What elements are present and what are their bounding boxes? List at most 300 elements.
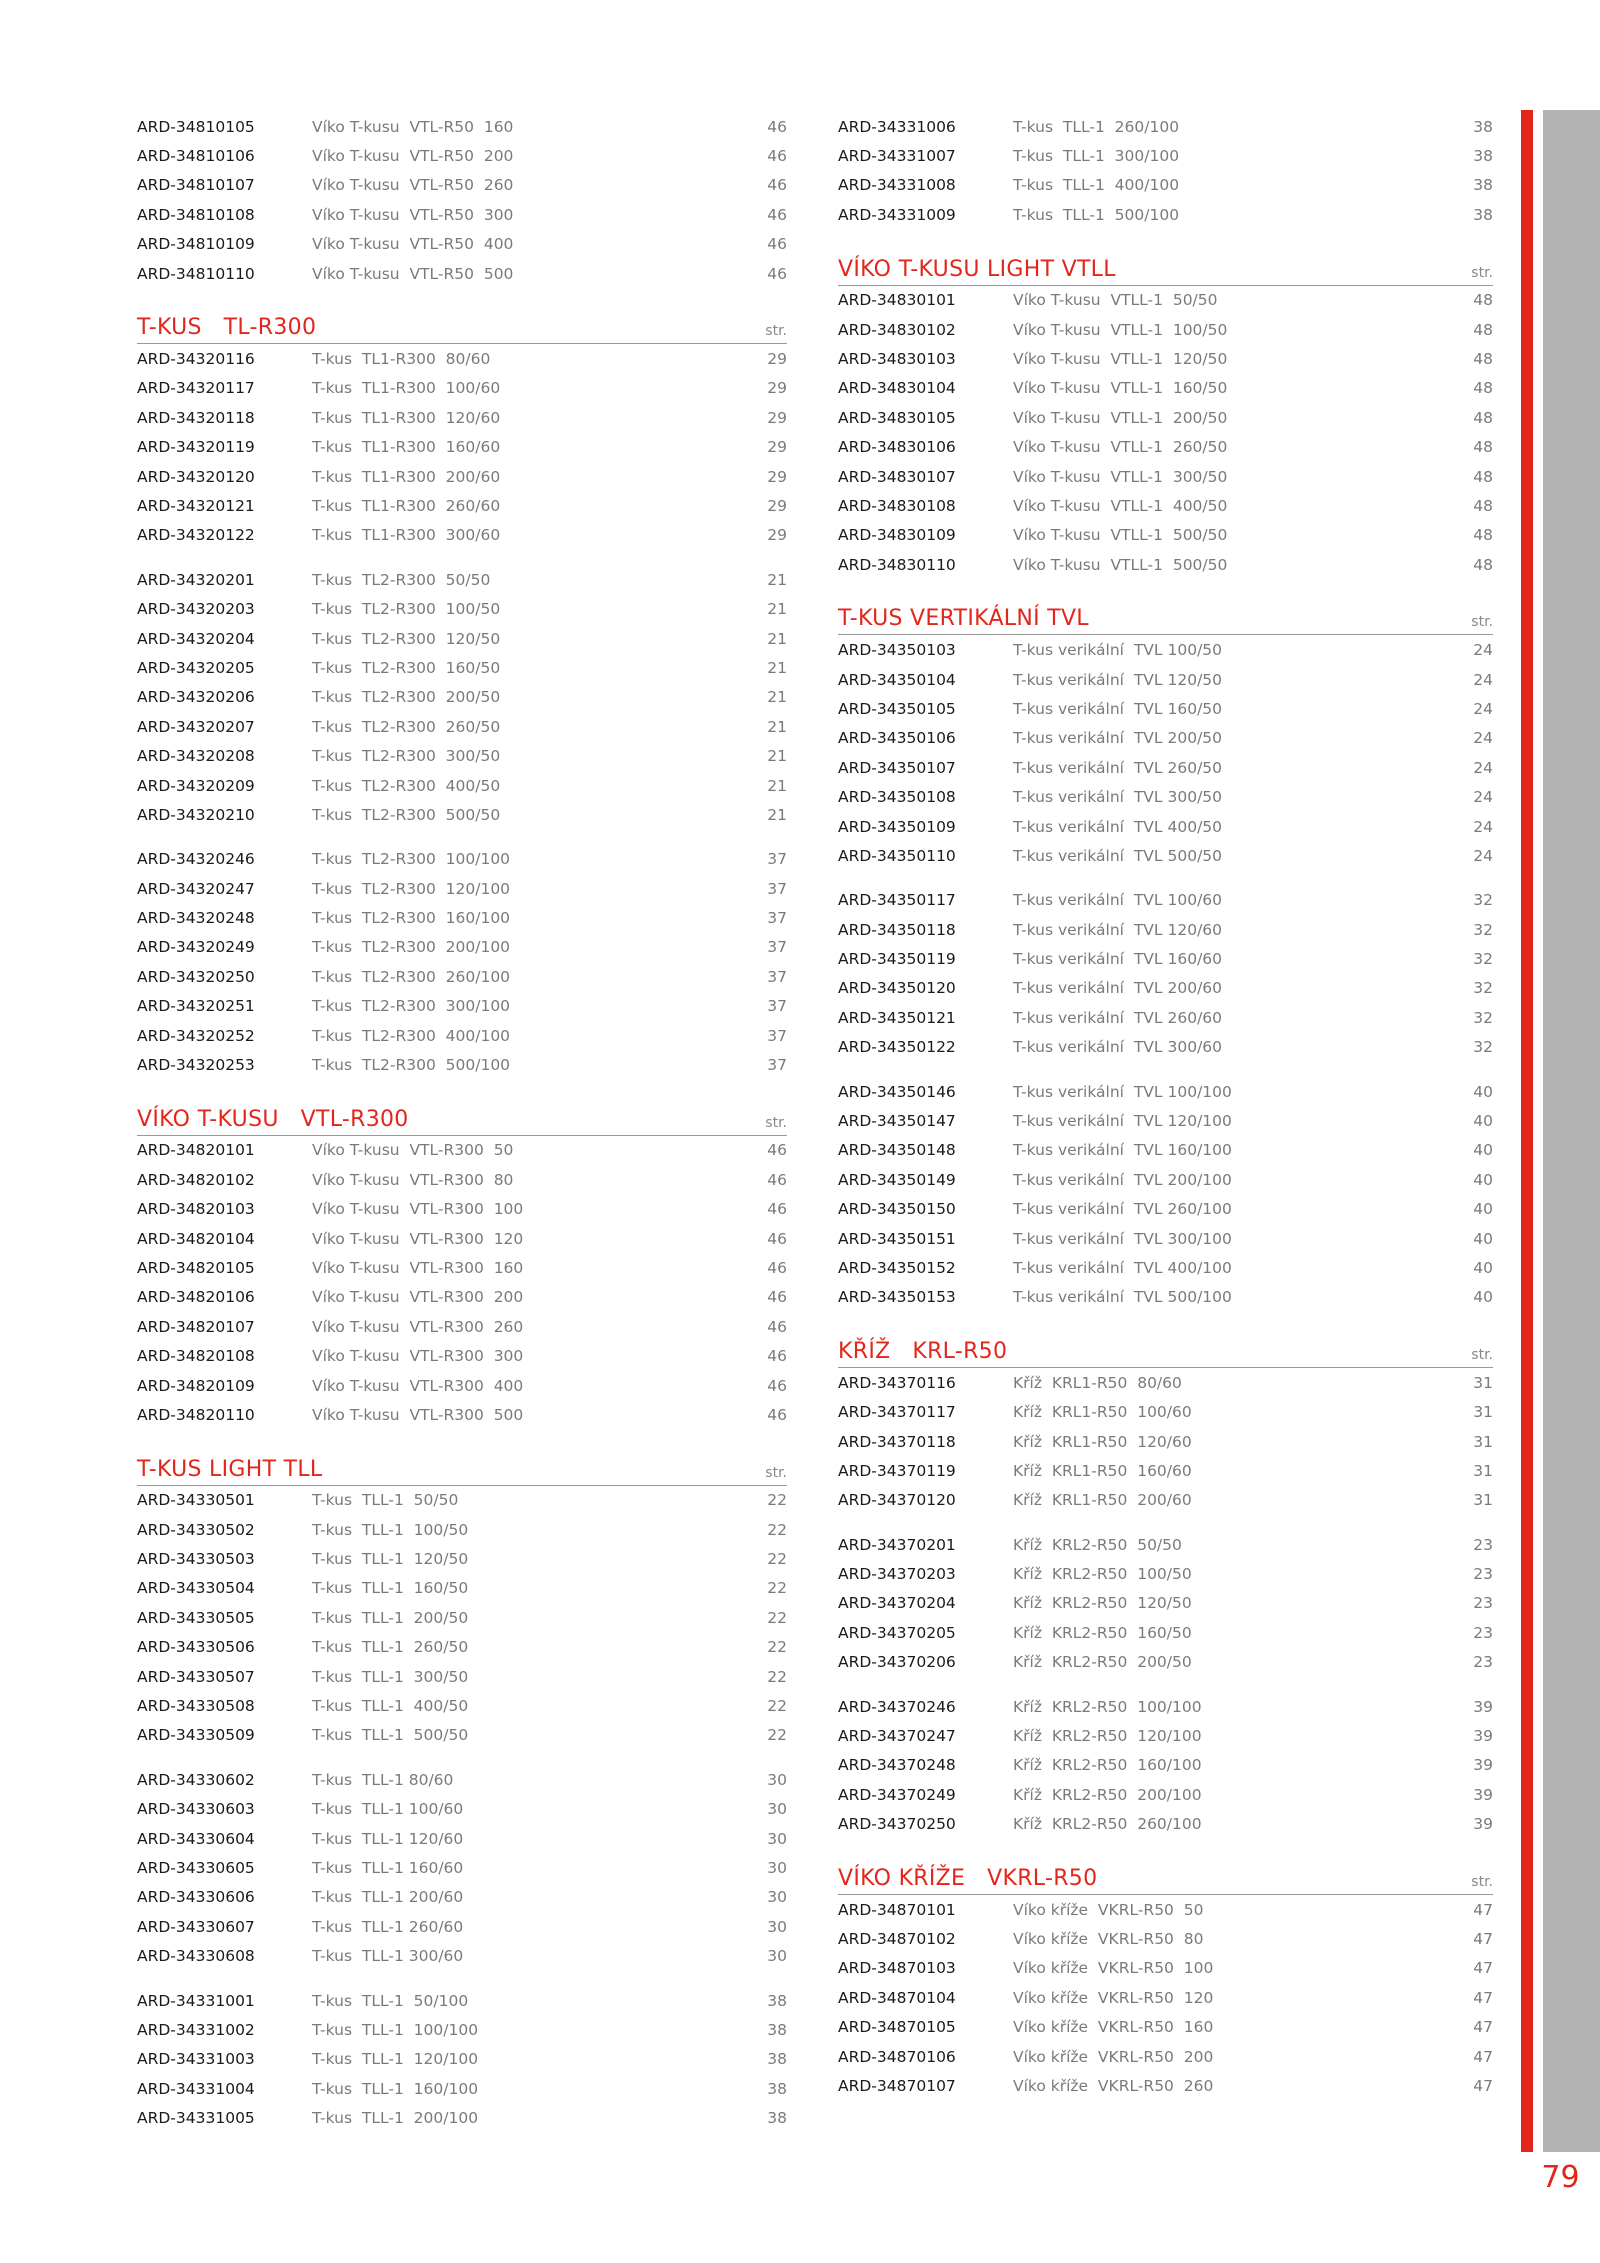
- product-description: T-kus TL1-R300 160/60: [312, 438, 501, 457]
- product-description: T-kus verikální TVL 120/100: [1013, 1112, 1232, 1131]
- product-code: ARD-34350152: [838, 1258, 956, 1277]
- table-row: [137, 800, 787, 829]
- product-code: ARD-34830104: [838, 379, 956, 398]
- product-code: ARD-34320122: [137, 526, 255, 545]
- page-reference: 30: [767, 1859, 787, 1877]
- product-code: ARD-34820101: [137, 1141, 255, 1160]
- page-reference: 21: [767, 658, 787, 677]
- product-code: ARD-34820103: [137, 1200, 255, 1219]
- page-reference: 32: [1473, 1008, 1493, 1027]
- table-row: [137, 565, 787, 594]
- product-code: ARD-34320206: [137, 688, 255, 707]
- product-description: T-kus verikální TVL 200/60: [1013, 979, 1223, 998]
- page-reference: 40: [1473, 1288, 1493, 1307]
- product-code: ARD-34320203: [137, 600, 255, 619]
- product-code: ARD-34820102: [137, 1170, 255, 1189]
- product-description: T-kus TLL-1 500/50: [312, 1726, 469, 1745]
- table-row: [137, 1853, 787, 1882]
- product-code: ARD-34810108: [137, 205, 255, 224]
- table-row: [838, 1721, 1493, 1750]
- product-code: ARD-34350151: [838, 1229, 956, 1248]
- table-row: [137, 1224, 787, 1253]
- product-code: ARD-34330608: [137, 1947, 255, 1966]
- page-reference: 40: [1473, 1258, 1493, 1277]
- product-code: ARD-34331002: [137, 2020, 255, 2039]
- table-row: [838, 812, 1493, 841]
- item-group: [838, 635, 1493, 870]
- table-row: [838, 141, 1493, 170]
- product-description: T-kus verikální TVL 400/100: [1013, 1258, 1232, 1277]
- product-description: Kříž KRL2-R50 50/50: [1013, 1535, 1182, 1554]
- product-description: Víko T-kusu VTL-R300 300: [312, 1347, 524, 1366]
- product-code: ARD-34870103: [838, 1959, 956, 1978]
- product-code: ARD-34330504: [137, 1579, 255, 1598]
- page-reference: 24: [1473, 729, 1493, 748]
- page-reference: 46: [767, 176, 787, 195]
- product-description: T-kus verikální TVL 100/50: [1013, 641, 1223, 660]
- section-header: [137, 304, 787, 344]
- product-description: T-kus TL2-R300 100/50: [312, 600, 501, 619]
- page-reference: 37: [767, 879, 787, 898]
- product-description: Kříž KRL2-R50 100/100: [1013, 1697, 1202, 1716]
- product-code: ARD-34320252: [137, 1026, 255, 1045]
- table-row: [838, 550, 1493, 579]
- page-reference: 48: [1473, 350, 1493, 369]
- product-code: ARD-34370206: [838, 1653, 956, 1672]
- product-description: Víko T-kusu VTL-R50 400: [312, 235, 514, 254]
- product-description: T-kus TLL-1 300/100: [1013, 147, 1180, 166]
- product-code: ARD-34830102: [838, 320, 956, 339]
- product-code: ARD-34350120: [838, 979, 956, 998]
- product-description: Víko T-kusu VTL-R300 200: [312, 1288, 524, 1307]
- table-row: [838, 1983, 1493, 2012]
- page-reference: 46: [767, 1376, 787, 1395]
- page-reference: 40: [1473, 1112, 1493, 1131]
- product-code: ARD-34810109: [137, 235, 255, 254]
- page-reference: 37: [767, 909, 787, 928]
- section-title: T-KUS LIGHT TLL: [137, 1456, 323, 1482]
- page-reference: 23: [1473, 1565, 1493, 1584]
- table-row: [838, 1427, 1493, 1456]
- product-code: ARD-34370246: [838, 1697, 956, 1716]
- page-reference: 23: [1473, 1653, 1493, 1672]
- product-description: T-kus TLL-1 160/60: [312, 1859, 464, 1877]
- product-code: ARD-34320246: [137, 850, 255, 869]
- item-group: [137, 1765, 787, 1971]
- product-description: T-kus TL2-R300 160/100: [312, 909, 511, 928]
- table-row: [838, 1283, 1493, 1312]
- page-reference: 24: [1473, 788, 1493, 807]
- page-reference: 31: [1473, 1403, 1493, 1422]
- page-reference: 46: [767, 1347, 787, 1366]
- table-row: [137, 1662, 787, 1691]
- product-code: ARD-34320201: [137, 570, 255, 589]
- product-code: ARD-34320251: [137, 997, 255, 1016]
- table-row: [137, 2045, 787, 2074]
- page-reference: 32: [1473, 979, 1493, 998]
- side-bar: [1543, 110, 1600, 2152]
- product-code: ARD-34320120: [137, 467, 255, 486]
- product-code: ARD-34870107: [838, 2076, 956, 2095]
- table-row: [838, 2012, 1493, 2041]
- table-row: [137, 1400, 787, 1429]
- page-reference: 40: [1473, 1170, 1493, 1189]
- page-reference: 48: [1473, 408, 1493, 427]
- product-description: T-kus verikální TVL 120/60: [1013, 920, 1223, 939]
- page-reference: 38: [767, 1991, 787, 2010]
- item-group: [838, 886, 1493, 1062]
- product-code: ARD-34870104: [838, 1988, 956, 2007]
- section-title: VÍKO T-KUSU LIGHT VTLL: [838, 256, 1116, 282]
- table-row: [838, 1780, 1493, 1809]
- product-description: Víko T-kusu VTLL-1 500/50: [1013, 526, 1228, 545]
- product-description: T-kus TLL-1 300/60: [312, 1947, 464, 1966]
- product-description: T-kus TL2-R300 260/50: [312, 717, 501, 736]
- product-code: ARD-34320119: [137, 438, 255, 457]
- product-description: T-kus verikální TVL 260/100: [1013, 1200, 1232, 1219]
- product-code: ARD-34320205: [137, 658, 255, 677]
- page-reference: 37: [767, 967, 787, 986]
- page-reference: 38: [1473, 117, 1493, 136]
- product-code: ARD-34330602: [137, 1770, 255, 1789]
- table-row: [838, 1618, 1493, 1647]
- product-code: ARD-34820110: [137, 1405, 255, 1424]
- page-reference: 46: [767, 1141, 787, 1160]
- product-code: ARD-34331008: [838, 176, 956, 195]
- product-code: ARD-34830110: [838, 555, 956, 574]
- product-code: ARD-34350147: [838, 1112, 956, 1131]
- page-reference: 24: [1473, 699, 1493, 718]
- product-code: ARD-34830109: [838, 526, 956, 545]
- product-description: T-kus TLL-1 160/100: [312, 2079, 479, 2098]
- page-reference: 24: [1473, 817, 1493, 836]
- product-description: T-kus verikální TVL 100/100: [1013, 1082, 1232, 1101]
- product-description: T-kus TLL-1 200/50: [312, 1608, 469, 1627]
- page-column-label: str.: [1471, 1347, 1493, 1364]
- table-row: [838, 344, 1493, 373]
- table-row: [137, 653, 787, 682]
- page-reference: 38: [767, 2020, 787, 2039]
- page-reference: 47: [1473, 2076, 1493, 2095]
- table-row: [838, 433, 1493, 462]
- product-description: Víko kříže VKRL-R50 50: [1013, 1900, 1204, 1919]
- section-header: [838, 1855, 1493, 1895]
- section-title: VÍKO KŘÍŽE VKRL-R50: [838, 1865, 1098, 1891]
- product-description: Kříž KRL1-R50 200/60: [1013, 1491, 1192, 1510]
- item-group: [838, 286, 1493, 580]
- product-description: T-kus TLL-1 300/50: [312, 1667, 469, 1686]
- section-title: T-KUS TL-R300: [137, 315, 317, 341]
- table-row: [137, 1941, 787, 1970]
- product-code: ARD-34320249: [137, 938, 255, 957]
- product-code: ARD-34330501: [137, 1491, 255, 1510]
- page-column-label: str.: [1471, 614, 1493, 631]
- page-reference: 24: [1473, 670, 1493, 689]
- product-description: Víko kříže VKRL-R50 120: [1013, 1988, 1214, 2007]
- page-reference: 48: [1473, 379, 1493, 398]
- product-code: ARD-34320210: [137, 805, 255, 824]
- table-row: [838, 200, 1493, 229]
- product-code: ARD-34820105: [137, 1258, 255, 1277]
- page-reference: 31: [1473, 1461, 1493, 1480]
- product-description: Víko kříže VKRL-R50 80: [1013, 1930, 1204, 1948]
- table-row: [137, 1883, 787, 1912]
- table-row: [137, 433, 787, 462]
- table-row: [137, 2015, 787, 2044]
- table-row: [838, 886, 1493, 915]
- product-code: ARD-34370249: [838, 1785, 956, 1804]
- product-code: ARD-34320204: [137, 629, 255, 648]
- table-row: [137, 1371, 787, 1400]
- page-reference: 48: [1473, 320, 1493, 339]
- page-reference: 21: [767, 600, 787, 619]
- table-row: [838, 915, 1493, 944]
- catalog-section: [838, 595, 1493, 1312]
- page-reference: 21: [767, 747, 787, 766]
- product-description: T-kus verikální TVL 160/100: [1013, 1141, 1232, 1160]
- table-row: [838, 1692, 1493, 1721]
- table-row: [838, 1224, 1493, 1253]
- table-row: [838, 635, 1493, 664]
- product-description: Víko kříže VKRL-R50 160: [1013, 2018, 1214, 2037]
- product-description: T-kus verikální TVL 500/100: [1013, 1288, 1232, 1307]
- product-description: T-kus verikální TVL 160/60: [1013, 950, 1223, 969]
- product-description: T-kus TL2-R300 200/50: [312, 688, 501, 707]
- page-reference: 48: [1473, 526, 1493, 545]
- accent-bar: [1521, 110, 1533, 2152]
- product-code: ARD-34320207: [137, 717, 255, 736]
- product-code: ARD-34330507: [137, 1667, 255, 1686]
- page-reference: 32: [1473, 920, 1493, 939]
- section-header: [137, 1096, 787, 1136]
- product-code: ARD-34370250: [838, 1815, 956, 1834]
- product-code: ARD-34870106: [838, 2047, 956, 2066]
- page-reference: 29: [767, 350, 787, 369]
- product-description: T-kus TL2-R300 200/100: [312, 938, 511, 957]
- product-description: T-kus TLL-1 50/100: [312, 1991, 469, 2010]
- table-row: [137, 112, 787, 141]
- product-description: Víko T-kusu VTLL-1 50/50: [1013, 291, 1218, 310]
- table-row: [137, 1312, 787, 1341]
- product-code: ARD-34350146: [838, 1082, 956, 1101]
- product-code: ARD-34320209: [137, 776, 255, 795]
- item-group: [838, 112, 1493, 230]
- product-code: ARD-34830101: [838, 291, 956, 310]
- table-row: [838, 1751, 1493, 1780]
- product-code: ARD-34370120: [838, 1491, 956, 1510]
- product-description: T-kus verikální TVL 400/50: [1013, 817, 1223, 836]
- product-description: Víko T-kusu VTL-R300 80: [312, 1170, 514, 1189]
- product-code: ARD-34350121: [838, 1008, 956, 1027]
- page-reference: 40: [1473, 1141, 1493, 1160]
- product-code: ARD-34370203: [838, 1565, 956, 1584]
- page-reference: 37: [767, 850, 787, 869]
- product-code: ARD-34370116: [838, 1373, 956, 1392]
- item-group: [137, 344, 787, 550]
- page-reference: 29: [767, 379, 787, 398]
- page-reference: 39: [1473, 1756, 1493, 1775]
- product-code: ARD-34820107: [137, 1317, 255, 1336]
- product-code: ARD-34320116: [137, 350, 255, 369]
- product-code: ARD-34330605: [137, 1859, 255, 1877]
- product-description: T-kus TLL-1 100/50: [312, 1520, 469, 1539]
- item-group: [838, 1368, 1493, 1515]
- product-description: T-kus TL1-R300 80/60: [312, 350, 491, 369]
- page-reference: 23: [1473, 1594, 1493, 1613]
- table-row: [137, 845, 787, 874]
- product-code: ARD-34330503: [137, 1550, 255, 1569]
- table-row: [838, 724, 1493, 753]
- table-row: [137, 2103, 787, 2132]
- page-reference: 40: [1473, 1229, 1493, 1248]
- page-column-label: str.: [765, 323, 787, 340]
- product-description: Kříž KRL2-R50 160/50: [1013, 1623, 1192, 1642]
- page-reference: 29: [767, 467, 787, 486]
- table-row: [838, 491, 1493, 520]
- product-description: T-kus verikální TVL 300/100: [1013, 1229, 1232, 1248]
- product-code: ARD-34350106: [838, 729, 956, 748]
- product-code: ARD-34330508: [137, 1697, 255, 1716]
- table-row: [838, 403, 1493, 432]
- product-code: ARD-34330505: [137, 1608, 255, 1627]
- product-description: T-kus TLL-1 120/50: [312, 1550, 469, 1569]
- product-description: T-kus TLL-1 400/100: [1013, 176, 1180, 195]
- product-code: ARD-34350117: [838, 891, 956, 910]
- table-row: [137, 1574, 787, 1603]
- product-code: ARD-34810107: [137, 176, 255, 195]
- page-reference: 38: [1473, 176, 1493, 195]
- product-description: Víko T-kusu VTL-R300 120: [312, 1229, 524, 1248]
- product-code: ARD-34370119: [838, 1461, 956, 1480]
- page-reference: 32: [1473, 1038, 1493, 1057]
- product-code: ARD-34820106: [137, 1288, 255, 1307]
- page-reference: 46: [767, 264, 787, 283]
- item-group: [838, 1077, 1493, 1312]
- page-reference: 46: [767, 1258, 787, 1277]
- product-description: T-kus TLL-1 260/100: [1013, 117, 1180, 136]
- item-group: [137, 1986, 787, 2133]
- page-reference: 21: [767, 717, 787, 736]
- page-reference: 22: [767, 1550, 787, 1569]
- table-row: [838, 2042, 1493, 2071]
- page-reference: 39: [1473, 1815, 1493, 1834]
- page-reference: 48: [1473, 496, 1493, 515]
- product-code: ARD-34350153: [838, 1288, 956, 1307]
- product-description: Víko kříže VKRL-R50 100: [1013, 1959, 1214, 1978]
- table-row: [838, 1077, 1493, 1106]
- table-row: [137, 171, 787, 200]
- table-row: [838, 171, 1493, 200]
- product-description: T-kus TL2-R300 400/100: [312, 1026, 511, 1045]
- table-row: [838, 1033, 1493, 1062]
- table-row: [838, 1530, 1493, 1559]
- item-group: [137, 1136, 787, 1430]
- table-row: [137, 141, 787, 170]
- product-description: Víko T-kusu VTL-R300 50: [312, 1141, 514, 1160]
- product-description: Víko T-kusu VTLL-1 200/50: [1013, 408, 1228, 427]
- product-code: ARD-34320121: [137, 496, 255, 515]
- product-description: Víko T-kusu VTL-R50 260: [312, 176, 514, 195]
- product-description: T-kus TL2-R300 500/50: [312, 805, 501, 824]
- table-row: [838, 112, 1493, 141]
- page-reference: 31: [1473, 1432, 1493, 1451]
- product-code: ARD-34370118: [838, 1432, 956, 1451]
- table-row: [838, 841, 1493, 870]
- product-description: Víko T-kusu VTL-R50 200: [312, 147, 514, 166]
- product-description: T-kus TLL-1 200/100: [312, 2109, 479, 2128]
- item-group: [137, 1486, 787, 1751]
- table-row: [838, 374, 1493, 403]
- page-reference: 38: [1473, 205, 1493, 224]
- page-reference: 24: [1473, 758, 1493, 777]
- product-description: T-kus TL1-R300 300/60: [312, 526, 501, 545]
- page-reference: 29: [767, 496, 787, 515]
- table-row: [137, 403, 787, 432]
- page-reference: 48: [1473, 555, 1493, 574]
- product-description: T-kus TLL-1 120/100: [312, 2050, 479, 2069]
- page-reference: 47: [1473, 2018, 1493, 2037]
- product-description: T-kus TL2-R300 400/50: [312, 776, 501, 795]
- table-row: [838, 1136, 1493, 1165]
- section-title: T-KUS VERTIKÁLNÍ TVL: [838, 606, 1089, 632]
- product-description: T-kus TL2-R300 50/50: [312, 570, 491, 589]
- table-row: [137, 521, 787, 550]
- product-description: Víko T-kusu VTL-R300 400: [312, 1376, 524, 1395]
- page-reference: 46: [767, 1288, 787, 1307]
- product-description: Víko T-kusu VTLL-1 120/50: [1013, 350, 1228, 369]
- page-reference: 47: [1473, 1959, 1493, 1978]
- product-code: ARD-34810106: [137, 147, 255, 166]
- page-reference: 37: [767, 938, 787, 957]
- catalog-section: [137, 1096, 787, 1430]
- product-description: Víko T-kusu VTLL-1 100/50: [1013, 320, 1228, 339]
- page-reference: 38: [767, 2109, 787, 2128]
- product-code: ARD-34350103: [838, 641, 956, 660]
- page-reference: 46: [767, 1200, 787, 1219]
- page-reference: 22: [767, 1491, 787, 1510]
- product-description: T-kus TL2-R300 100/100: [312, 850, 511, 869]
- table-row: [838, 1253, 1493, 1282]
- page-reference: 47: [1473, 1900, 1493, 1919]
- table-row: [137, 683, 787, 712]
- product-code: ARD-34331001: [137, 1991, 255, 2010]
- table-row: [137, 1691, 787, 1720]
- table-row: [137, 230, 787, 259]
- product-code: ARD-34320250: [137, 967, 255, 986]
- page-reference: 30: [767, 1800, 787, 1819]
- product-code: ARD-34350149: [838, 1170, 956, 1189]
- product-description: T-kus verikální TVL 260/60: [1013, 1008, 1223, 1027]
- product-description: Víko T-kusu VTL-R300 260: [312, 1317, 524, 1336]
- product-description: Víko T-kusu VTLL-1 400/50: [1013, 496, 1228, 515]
- product-description: T-kus TLL-1 500/100: [1013, 205, 1180, 224]
- product-description: T-kus TL1-R300 100/60: [312, 379, 501, 398]
- table-row: [838, 286, 1493, 315]
- product-code: ARD-34350118: [838, 920, 956, 939]
- product-code: ARD-34870102: [838, 1930, 956, 1948]
- table-row: [838, 782, 1493, 811]
- product-description: T-kus TLL-1 120/60: [312, 1829, 464, 1848]
- table-row: [137, 200, 787, 229]
- product-description: Kříž KRL2-R50 260/100: [1013, 1815, 1202, 1834]
- table-row: [838, 1589, 1493, 1618]
- product-description: Kříž KRL2-R50 120/50: [1013, 1594, 1192, 1613]
- product-description: T-kus TLL-1 80/60: [312, 1770, 454, 1789]
- product-code: ARD-34350108: [838, 788, 956, 807]
- product-description: T-kus TL2-R300 500/100: [312, 1056, 511, 1075]
- product-description: T-kus TL2-R300 300/100: [312, 997, 511, 1016]
- section-header: [838, 595, 1493, 635]
